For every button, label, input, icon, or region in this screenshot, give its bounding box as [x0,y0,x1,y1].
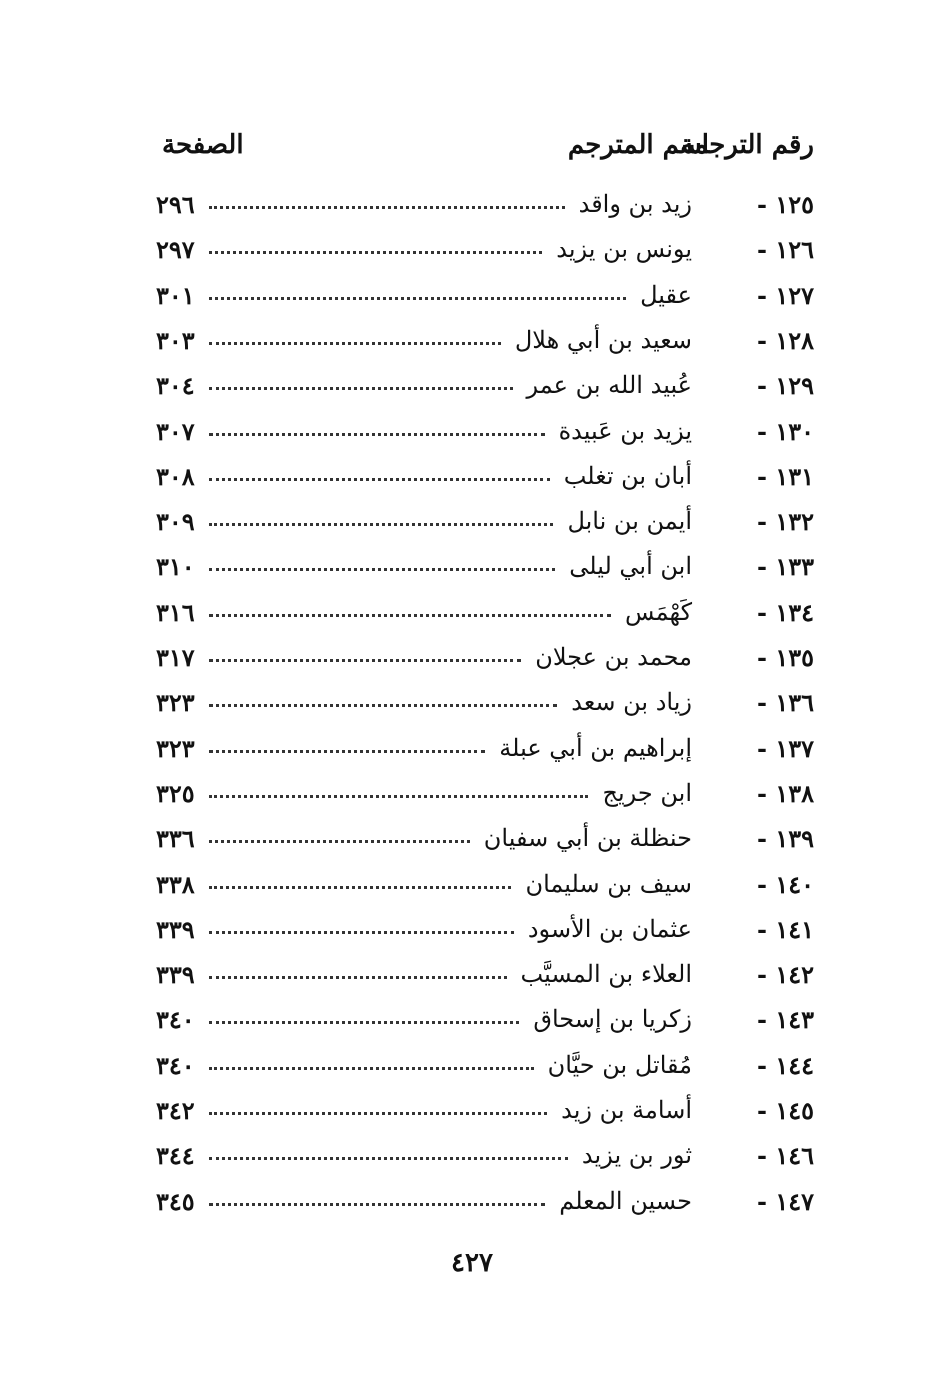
page-ref: ٣٠٩ [156,507,195,536]
page-ref: ٣٢٥ [156,779,195,808]
leader-dots [209,433,545,436]
translator-name: سيف بن سليمان [525,870,692,898]
entry-number: ١٣٠ - [757,417,814,446]
translator-name: أيمن بن نابل [567,507,692,535]
header-translator-name: اسم المترجم [567,130,709,160]
index-row [0,870,944,906]
page-number: ٤٢٧ [451,1248,493,1278]
page-ref: ٣٤٤ [156,1141,195,1170]
translator-name: حنظلة بن أبي سفيان [483,824,692,852]
index-row [0,1051,944,1087]
page-ref: ٣١٧ [156,643,195,672]
entry-number: ١٤٤ - [757,1051,814,1080]
page-ref: ٣٣٩ [156,960,195,989]
header-entry-number: رقم الترجمة [680,130,814,160]
translator-name: يزيد بن عَبيدة [558,417,692,445]
translator-name: يونس بن يزيد [556,235,692,263]
translator-name: ثور بن يزيد [581,1141,692,1169]
translator-name: أسامة بن زيد [561,1096,692,1124]
table-header [0,130,944,170]
leader-dots [209,251,542,254]
index-row [0,915,944,951]
index-row [0,779,944,815]
entry-number: ١٢٧ - [757,281,814,310]
translator-name: ابن أبي ليلى [569,552,692,580]
entry-number: ١٤٣ - [757,1005,814,1034]
page-ref: ٢٩٧ [156,235,195,264]
index-row [0,1096,944,1132]
entry-number: ١٢٩ - [757,371,814,400]
entry-number: ١٣٥ - [757,643,814,672]
leader-dots [209,387,513,390]
translator-name: مُقاتل بن حيَّان [547,1051,692,1079]
entry-number: ١٣٨ - [757,779,814,808]
entry-number: ١٣٤ - [757,598,814,627]
page-ref: ٣٠٨ [156,462,195,491]
index-row [0,1005,944,1041]
page-ref: ٣٣٨ [156,870,195,899]
index-row [0,371,944,407]
index-row [0,688,944,724]
index-row [0,552,944,588]
page-ref: ٣٤٢ [156,1096,195,1125]
translator-name: ابن جريج [602,779,692,807]
leader-dots [209,1067,534,1070]
leader-dots [209,704,557,707]
leader-dots [209,886,511,889]
leader-dots [209,297,626,300]
header-page: الصفحة [162,130,244,160]
index-row [0,507,944,543]
translator-name: أبان بن تغلب [563,462,692,490]
page-ref: ٣٠٣ [156,326,195,355]
page-ref: ٣٣٩ [156,915,195,944]
page-ref: ٣١٠ [156,552,195,581]
entry-number: ١٤٦ - [757,1141,814,1170]
entry-number: ١٣٧ - [757,734,814,763]
translator-name: زيد بن واقد [578,190,692,218]
leader-dots [209,931,514,934]
translator-name: زياد بن سعد [571,688,692,716]
translator-name: عُبيد الله بن عمر [526,371,692,399]
leader-dots [209,840,470,843]
index-row [0,190,944,226]
index-row [0,281,944,317]
index-row [0,960,944,996]
entry-number: ١٣٣ - [757,552,814,581]
page-ref: ٣٠٤ [156,371,195,400]
translator-name: زكريا بن إسحاق [533,1005,692,1033]
index-row [0,235,944,271]
translator-name: عقيل [640,281,692,309]
index-row [0,1141,944,1177]
entry-number: ١٣٢ - [757,507,814,536]
entry-number: ١٣١ - [757,462,814,491]
leader-dots [209,1203,545,1206]
page-ref: ٣٠١ [156,281,195,310]
leader-dots [209,795,588,798]
index-row [0,824,944,860]
index-row [0,598,944,634]
entry-number: ١٤٧ - [757,1187,814,1216]
index-row [0,643,944,679]
page-ref: ٣٢٣ [156,734,195,763]
page-ref: ٣٤٠ [156,1005,195,1034]
leader-dots [209,478,550,481]
translator-name: عثمان بن الأسود [527,915,692,943]
index-row [0,734,944,770]
page-ref: ٣٠٧ [156,417,195,446]
entry-number: ١٢٥ - [757,190,814,219]
leader-dots [209,568,555,571]
translator-name: حسين المعلم [559,1187,692,1215]
page-ref: ٣٤٥ [156,1187,195,1216]
leader-dots [209,750,485,753]
entry-number: ١٤٥ - [757,1096,814,1125]
leader-dots [209,1157,568,1160]
translator-name: محمد بن عجلان [535,643,692,671]
leader-dots [209,1021,519,1024]
entry-number: ١٣٦ - [757,688,814,717]
page-ref: ٣٢٣ [156,688,195,717]
entry-number: ١٤١ - [757,915,814,944]
translator-name: كَهْمَس [625,598,692,626]
entry-number: ١٣٩ - [757,824,814,853]
leader-dots [209,659,521,662]
leader-dots [209,614,611,617]
page-ref: ٣١٦ [156,598,195,627]
leader-dots [209,523,553,526]
leader-dots [209,342,501,345]
leader-dots [209,1112,547,1115]
entry-number: ١٤٠ - [757,870,814,899]
leader-dots [209,976,507,979]
index-row [0,326,944,362]
page-ref: ٣٤٠ [156,1051,195,1080]
leader-dots [209,206,565,209]
page-ref: ٢٩٦ [156,190,195,219]
entry-number: ١٢٦ - [757,235,814,264]
index-row [0,1187,944,1223]
index-row [0,462,944,498]
entry-number: ١٢٨ - [757,326,814,355]
page-ref: ٣٣٦ [156,824,195,853]
translator-name: سعيد بن أبي هلال [514,326,692,354]
entry-number: ١٤٢ - [757,960,814,989]
translator-name: العلاء بن المسيَّب [520,960,692,988]
index-row [0,417,944,453]
translator-name: إبراهيم بن أبي عبلة [499,734,692,762]
